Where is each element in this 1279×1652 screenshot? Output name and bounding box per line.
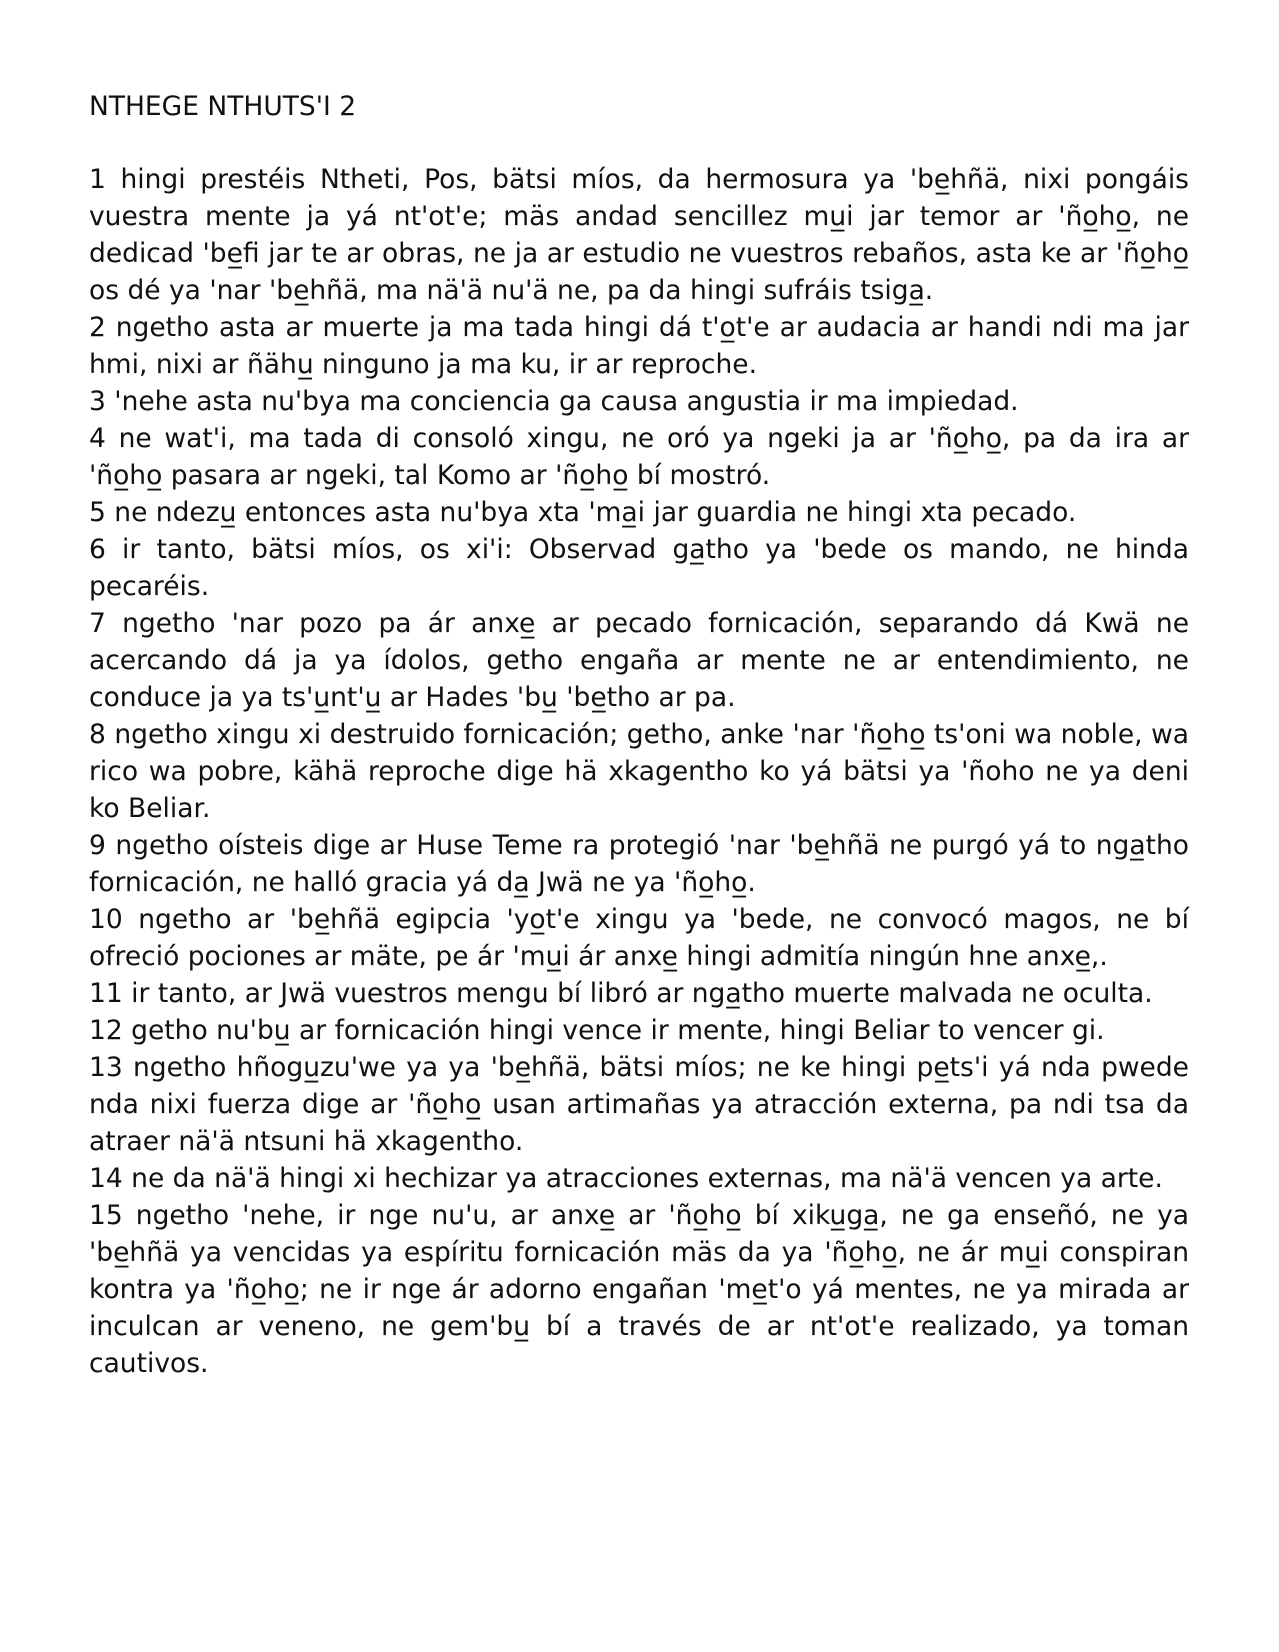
verse-2: 2 ngetho asta ar muerte ja ma tada hingi dá t'o̲t'e ar audacia ar handi ndi ma jar hmi, nixi ar ñähu̲ ninguno ja ma ku, ir ar reproche. bbox=[89, 312, 1189, 380]
document-page bbox=[89, 88, 1189, 1382]
verse-10: 10 ngetho ar 'be̲hñä egipcia 'yo̲t'e xingu ya 'bede, ne convocó magos, ne bí ofreció pociones ar mäte, pe ár 'mu̲i ár anxe̲ hingi admitía ningún hne anxe̲,. bbox=[89, 904, 1189, 972]
verse-5: 5 ne ndezu̲ entonces asta nu'bya xta 'ma̲i jar guardia ne hingi xta pecado. bbox=[89, 497, 1077, 528]
verse-3: 3 'nehe asta nu'bya ma conciencia ga causa angustia ir ma impiedad. bbox=[89, 386, 1019, 417]
verse-1: 1 hingi prestéis Ntheti, Pos, bätsi míos, da hermosura ya 'be̲hñä, nixi pongáis vuestra mente ja yá nt'ot'e; mäs andad sencillez mu̲i jar temor ar 'ño̲ho̲, ne dedicad 'be̲fi jar te ar obras, ne ja ar estudio ne vuestros rebaños, asta ke ar 'ño̲ho̲ os dé ya 'nar 'be̲hñä, ma nä'ä nu'ä ne, pa da hingi sufráis tsiga̲. bbox=[89, 164, 1189, 306]
verse-11: 11 ir tanto, ar Jwä vuestros mengu bí libró ar nga̲tho muerte malvada ne oculta. bbox=[89, 978, 1153, 1009]
verse-6: 6 ir tanto, bätsi míos, os xi'i: Observad ga̲tho ya 'bede os mando, ne hinda pecaréis. bbox=[89, 534, 1189, 602]
verse-7: 7 ngetho 'nar pozo pa ár anxe̲ ar pecado fornicación, separando dá Kwä ne acercando dá ja ya ídolos, getho engaña ar mente ne ar entendimiento, ne conduce ja ya ts'u̲nt'u̲ ar Hades 'bu̲ 'be̲tho ar pa. bbox=[89, 608, 1189, 713]
verse-9: 9 ngetho oísteis dige ar Huse Teme ra protegió 'nar 'be̲hñä ne purgó yá to nga̲tho fornicación, ne halló gracia yá da̲ Jwä ne ya 'ño̲ho̲. bbox=[89, 830, 1189, 898]
verse-8: 8 ngetho xingu xi destruido fornicación; getho, anke 'nar 'ño̲ho̲ ts'oni wa noble, wa rico wa pobre, kähä reproche dige hä xkagentho ko yá bätsi ya 'ñoho ne ya deni ko Beliar. bbox=[89, 719, 1189, 824]
verse-4: 4 ne wat'i, ma tada di consoló xingu, ne oró ya ngeki ja ar 'ño̲ho̲, pa da ira ar 'ño̲ho̲ pasara ar ngeki, tal Komo ar 'ño̲ho̲ bí mostró. bbox=[89, 423, 1189, 491]
verse-13: 13 ngetho hñogu̲zu'we ya ya 'be̲hñä, bätsi míos; ne ke hingi pe̲ts'i yá nda pwede nda nixi fuerza dige ar 'ño̲ho̲ usan artimañas ya atracción externa, pa ndi tsa da atraer nä'ä ntsuni hä xkagentho. bbox=[89, 1052, 1189, 1157]
document-title: NTHEGE NTHUTS'I 2 bbox=[89, 91, 357, 122]
verse-15: 15 ngetho 'nehe, ir nge nu'u, ar anxe̲ ar 'ño̲ho̲ bí xiku̲ga̲, ne ga enseñó, ne ya 'be̲hñä ya vencidas ya espíritu fornicación mäs da ya 'ño̲ho̲, ne ár mu̲i conspiran kontra ya 'ño̲ho̲; ne ir nge ár adorno engañan 'me̲t'o yá mentes, ne ya mirada ar inculcan ar veneno, ne gem'bu̲ bí a través de ar nt'ot'e realizado, ya toman cautivos. bbox=[89, 1200, 1189, 1379]
verse-14: 14 ne da nä'ä hingi xi hechizar ya atracciones externas, ma nä'ä vencen ya arte. bbox=[89, 1163, 1163, 1194]
verse-12: 12 getho nu'bu̲ ar fornicación hingi vence ir mente, hingi Beliar to vencer gi. bbox=[89, 1015, 1105, 1046]
